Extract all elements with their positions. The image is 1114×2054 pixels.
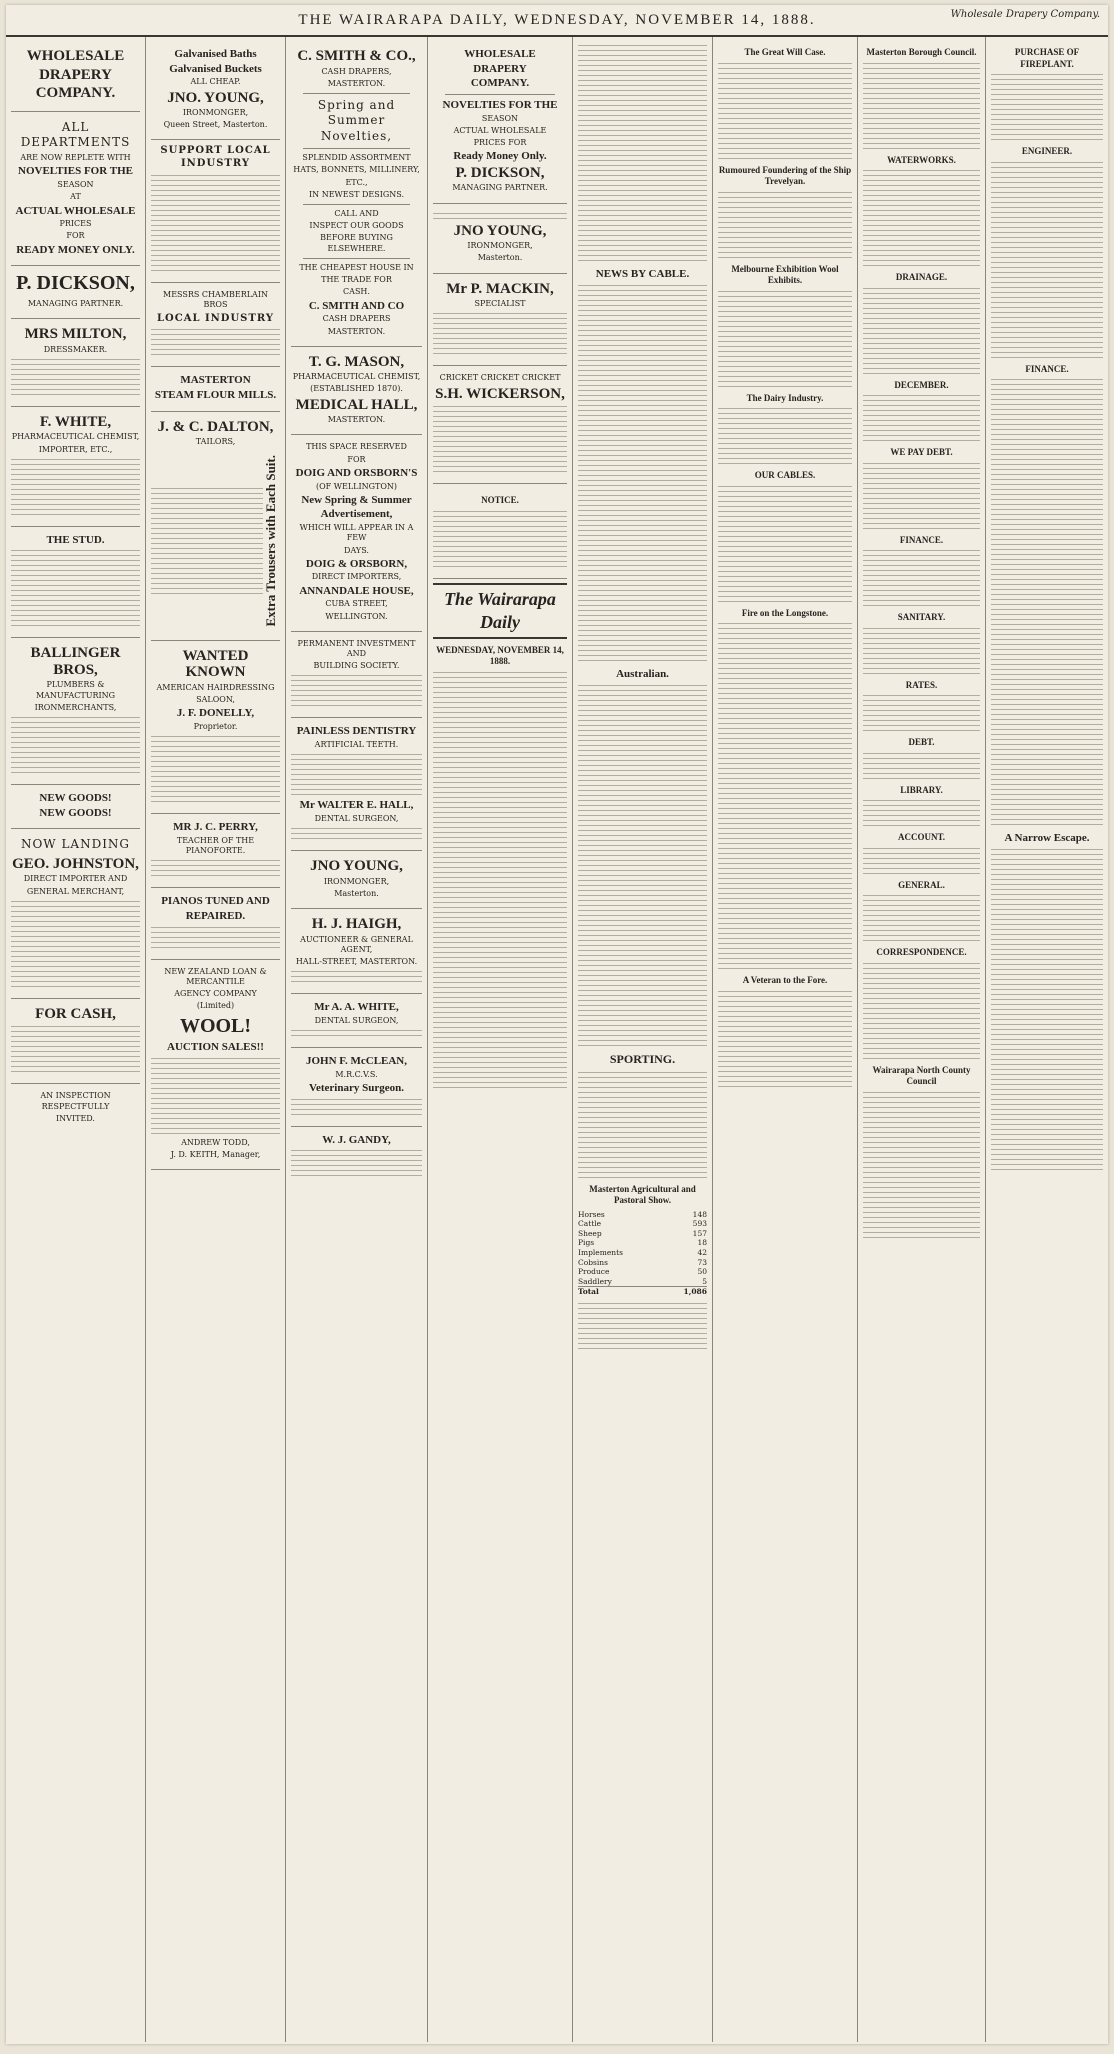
article-text [718,291,852,387]
body-text [291,828,422,839]
ad-wholesale-drapery-2 [433,41,567,204]
body-text [291,1030,422,1036]
ad-line: CALL AND [334,208,379,218]
entry-total-label: Total [578,1287,599,1297]
column-6 [713,37,858,2042]
ad-line: Masterton. [334,888,379,898]
columns [6,37,1108,2042]
ad-line: DOIG & ORSBORN, [305,557,408,570]
ad-line: COMPANY. [470,77,530,90]
ad-mackin [433,274,567,367]
ad-line: MRS MILTON, [24,326,127,343]
ad-line: Mr WALTER E. HALL, [299,799,414,812]
article-text [863,848,980,874]
ad-line: Mr A. A. WHITE, [314,1001,399,1014]
entry-label: Sheep [578,1228,602,1238]
article-heading: A Narrow Escape. [1004,832,1090,845]
article-text [718,63,852,159]
entry-value: 18 [697,1238,707,1248]
ad-line: CASH DRAPERS, [321,66,392,76]
section-heading: DECEMBER. [894,379,949,390]
article-heading: The Dairy Industry. [746,392,824,403]
article-heading: A Veteran to the Fore. [742,975,828,986]
ad-ballinger-bros [11,638,140,785]
ad-line: AT [70,192,81,202]
ad-jno-young-2 [291,851,422,909]
ad-line: COMPANY. [35,85,116,101]
section-heading: WATERWORKS. [887,154,956,165]
section-heading: FINANCE. [899,534,944,545]
ad-wanted-known [151,641,280,814]
ad-line: MASTERTON. [327,78,386,88]
ad-line: IMPORTER, ETC., [38,444,113,454]
ad-line: SPLENDID ASSORTMENT [302,153,411,163]
ad-the-stud [11,527,140,639]
body-text [11,1026,140,1072]
section-heading: WE PAY DEBT. [890,447,953,458]
ad-line: MASTERTON. [327,415,386,425]
australian-heading: Australian. [616,668,669,681]
ad-line: AMERICAN HAIRDRESSING [156,682,275,692]
paper-dateline: WEDNESDAY, NOVEMBER 14, 1888. [436,644,564,667]
ad-line: WHOLESALE [464,48,536,60]
ad-line: J. F. DONELLY, [176,707,255,720]
show-heading: Masterton Agricultural and Pastoral Show. [589,1183,696,1206]
column-8 [986,37,1108,2042]
section-heading: PURCHASE OF FIREPLANT. [1014,47,1080,69]
ad-line: SPECIALIST [474,299,526,309]
ad-line: DOIG AND ORSBORN'S [295,466,418,479]
ad-cricket [433,366,567,484]
ad-line: CASH DRAPERS [322,314,391,324]
ad-p-dickson [11,266,140,319]
ad-all-departments [11,112,140,267]
ad-line: Spring and Summer Novelties, [317,97,396,143]
ad-line: TAILORS, [195,437,236,447]
ad-line: INVITED. [56,1113,95,1123]
body-text [11,459,140,515]
ad-line: CASH. [343,287,370,297]
ad-geo-johnston [11,829,140,998]
body-text [151,736,280,802]
ad-line: T. G. MASON, [308,353,405,370]
section-heading: SANITARY. [897,612,946,623]
ad-line: NOVELTIES FOR THE [442,98,558,111]
ad-line: MASTERTON. [327,326,386,336]
column-4 [428,37,573,2042]
ad-line: WANTED KNOWN [182,647,249,681]
ad-line: INSPECT OUR GOODS [309,221,404,231]
ad-line: SALOON, [196,695,235,705]
entry-value: 157 [692,1228,707,1238]
ad-line: PIANOS TUNED AND [161,895,270,908]
ad-line: New Spring & Summer [301,493,412,506]
ad-line: PRICES [59,219,92,229]
ad-line: Advertisement, [320,508,393,521]
ad-line: F. WHITE, [39,413,112,430]
editorial-text [433,672,567,1088]
section-heading: DEBT. [908,737,935,748]
article-text [578,685,707,1046]
ad-line: NEW ZEALAND LOAN & MERCANTILE [164,966,267,986]
article-text [863,1092,980,1238]
ad-line: BEFORE BUYING ELSEWHERE. [320,233,393,253]
ad-line: ANNANDALE HOUSE, [299,584,414,597]
ad-inspection [11,1084,140,1133]
column-3 [286,37,428,2042]
body-text [151,329,280,355]
body-text [151,1058,280,1134]
entry-value: 593 [692,1219,707,1229]
ad-line: WELLINGTON. [325,611,388,621]
column-5 [573,37,713,2042]
ad-line: C. SMITH AND CO [308,299,405,312]
ad-line: BALLINGER BROS, [30,645,121,678]
ad-line: (OF WELLINGTON) [315,481,398,491]
ad-line: JNO. YOUNG, [167,89,264,106]
ad-line: JNO YOUNG, [453,222,547,239]
ad-line: AGENCY COMPANY [174,989,257,999]
ad-line: DRAPERY [473,62,527,75]
ad-line: TEACHER OF THE PIANOFORTE. [176,835,255,856]
entry-value: 5 [702,1276,707,1286]
ad-line: MEDICAL HALL, [295,396,418,413]
ad-line: IRONMONGER, [467,241,533,251]
ad-line: DIRECT IMPORTER AND [23,874,128,884]
ad-line: SEASON [481,113,519,123]
ad-line: NOVELTIES FOR THE [18,165,133,178]
section-heading: ACCOUNT. [897,832,946,843]
entry-label: Implements [578,1247,623,1257]
article-text [863,170,980,266]
article-heading: Masterton Borough Council. [866,47,977,57]
ad-line: MASTERTON [180,374,251,387]
news-by-cable-heading: NEWS BY CABLE. [595,268,690,280]
ad-line: J. & C. DALTON, [157,418,274,435]
ad-line: THE TRADE FOR [321,275,392,285]
article-text [991,74,1103,140]
entry-row [578,1238,707,1248]
ad-line: SEASON [57,180,94,190]
ad-line: REPAIRED. [185,910,246,922]
ad-notice [433,484,567,579]
ad-support-local [151,140,280,283]
ad-line: DIRECT IMPORTERS, [311,572,402,582]
ad-line: (ESTABLISHED 1870). [310,384,403,394]
ad-line: Mr P. MACKIN, [446,280,554,297]
ad-line: IRONMONGER, [182,108,249,118]
article-text [863,550,980,606]
ad-line: Veterinary Surgeon. [309,1082,404,1095]
body-text [151,484,263,598]
ad-line: ALL DEPARTMENTS [20,119,131,149]
ad-building-society [291,632,422,719]
ad-line: DRESSMAKER. [43,344,108,354]
ad-line: PHARMACEUTICAL CHEMIST, [11,432,140,442]
masthead-title: THE WAIRARAPA DAILY, WEDNESDAY, NOVEMBER 14, 1888. [298,11,816,28]
section-heading: LIBRARY. [900,784,943,795]
entry-row [578,1219,707,1229]
ad-line: JOHN F. McCLEAN, [305,1055,408,1068]
article-text [578,285,707,661]
ad-f-white [11,407,140,527]
notice-heading: NOTICE. [481,495,519,506]
ad-line: W. J. GANDY, [322,1133,391,1146]
article-text [863,895,980,941]
newspaper-page [6,5,1108,2044]
ad-line: PERMANENT INVESTMENT AND [297,638,416,658]
article-text [578,1303,707,1349]
ad-line: DENTAL SURGEON, [314,813,399,823]
ad-jno-young-3 [433,204,567,274]
ad-dalton [151,412,280,641]
ad-line: THIS SPACE RESERVED [306,442,407,452]
ad-line: NOW LANDING [20,837,131,852]
article-heading: Rumoured Foundering of the Ship Trevelyan. [718,164,852,187]
ad-line: MANAGING PARTNER. [27,298,124,308]
ad-line: PHARMACEUTICAL CHEMIST, [292,372,421,382]
dalton-body [151,449,280,633]
body-text [433,511,567,567]
ad-line: SUPPORT LOCAL INDUSTRY [160,145,271,170]
ad-line: HATS, BONNETS, MILLINERY, [293,165,420,175]
ad-line: PAINLESS DENTISTRY [296,725,417,738]
article-heading: Melbourne Exhibition Wool Exhibits. [731,263,839,286]
ad-line: LOCAL INDUSTRY [157,312,274,324]
ad-line: MANAGING PARTNER. [452,183,548,193]
ad-line: WHICH WILL APPEAR IN A FEW [299,523,414,543]
masthead-corner-text: Wholesale Drapery Company. [950,9,1100,20]
ad-perry [151,814,280,888]
ad-line: FOR [66,231,85,241]
article-text [991,379,1103,825]
ad-line: J. D. KEITH, Manager, [170,1150,261,1160]
ad-line: MR J. C. PERRY, [173,821,258,834]
article-text [991,162,1103,358]
entry-row [578,1229,707,1239]
section-heading: ENGINEER. [1021,146,1073,157]
article-text [863,395,980,441]
article-text [863,963,980,1059]
ad-line: THE STUD. [46,533,105,546]
entry-row [578,1248,707,1258]
ad-doig-orsborn [291,435,422,631]
article-text [863,288,980,374]
ad-line: PRICES FOR [473,138,527,148]
section-heading: GENERAL. [898,879,945,890]
body-text [151,860,280,876]
article-text [718,486,852,602]
article-heading: Wairarapa North County Council [872,1064,971,1087]
ad-line: STEAM FLOUR MILLS. [154,388,277,401]
ad-chamberlain [151,283,280,367]
show-entries-list [578,1210,707,1297]
column-1 [6,37,146,2042]
ad-line: THE CHEAPEST HOUSE IN [299,262,414,272]
body-text [291,971,422,982]
ad-line: IRONMONGER, [323,876,390,886]
ad-line: ACTUAL WHOLESALE [15,204,136,217]
entry-value: 42 [697,1247,707,1257]
ad-line: PLUMBERS & MANUFACTURING [35,680,116,700]
body-text [11,901,140,987]
ad-line: ACTUAL WHOLESALE [453,125,547,135]
ad-line: WHOLESALE [26,48,125,64]
ad-line: AUCTION SALES!! [167,1041,264,1054]
entry-label: Pigs [578,1238,595,1248]
column-2 [146,37,286,2042]
article-text [718,991,852,1087]
ad-painless-dentistry [291,718,422,851]
entry-label: Cobsins [578,1257,608,1267]
entry-total-value: 1,086 [683,1287,707,1297]
entry-total-row [578,1286,707,1297]
ad-line: P. DICKSON, [16,272,135,295]
article-heading: The Great Will Case. [744,47,826,57]
ad-c-smith [291,41,422,347]
column-7 [858,37,986,2042]
ad-line: READY MONEY ONLY. [16,243,135,256]
section-heading: RATES. [905,679,938,690]
ad-mrs-milton [11,319,140,407]
article-text [578,1072,707,1178]
ad-line: CRICKET CRICKET CRICKET [439,373,561,383]
paper-banner: The Wairarapa Daily [433,583,567,639]
ad-line: C. SMITH & CO., [297,48,416,64]
ad-line: GEO. JOHNSTON, [12,855,139,872]
ad-pianos [151,888,280,959]
ad-line: DAYS. [344,545,369,555]
body-text [11,717,140,773]
ad-line: P. DICKSON, [455,164,545,181]
entry-row [578,1277,707,1287]
body-text [151,927,280,948]
ad-mcclean [291,1048,422,1127]
ad-line: IRONMERCHANTS, [34,702,117,712]
article-text [718,192,852,258]
article-text [718,408,852,464]
ad-line: MESSRS CHAMBERLAIN BROS [163,290,268,310]
entry-value: 73 [697,1257,707,1267]
ad-for-cash [11,999,140,1085]
ad-steam-mills [151,367,280,411]
entry-label: Cattle [578,1219,602,1229]
extra-trousers-vertical: Extra Trousers with Each Suit. [263,455,279,627]
entry-row [578,1267,707,1277]
ad-a-a-white [291,994,422,1048]
article-text [863,63,980,149]
ad-line: ARE NOW REPLETE WITH [20,153,131,163]
body-text [151,175,280,271]
body-text [291,675,422,706]
article-text [863,463,980,529]
entry-row [578,1210,707,1220]
body-text [291,1099,422,1115]
ad-line: S.H. WICKERSON, [435,385,565,402]
ad-line: CUBA STREET, [325,599,388,609]
ad-line: DRAPERY [39,66,112,83]
body-text [291,754,422,795]
article-text [991,849,1103,1170]
ad-t-g-mason [291,347,422,436]
article-text [718,623,852,969]
entry-value: 50 [697,1267,707,1277]
article-text [863,628,980,674]
ad-line: FOR [347,454,366,464]
ad-wholesale-drapery [11,41,140,112]
ad-nz-loan [151,960,280,1171]
ad-line: Queen Street, Masterton. [163,120,268,130]
ad-line: JNO YOUNG, [310,858,403,875]
body-text [433,213,567,219]
ad-line: M.R.C.V.S. [335,1069,378,1079]
ad-line: FOR CASH, [35,1005,116,1022]
ad-line: AN INSPECTION RESPECTFULLY [40,1091,111,1111]
ad-new-goods [11,785,140,829]
entry-label: Produce [578,1267,610,1277]
ad-line: WOOL! [179,1014,252,1037]
ad-line: ETC., [345,177,368,187]
body-text [11,359,140,395]
ad-line: BUILDING SOCIETY. [313,661,400,671]
ad-line: ALL CHEAP. [190,77,241,87]
ad-line: (Limited) [196,1001,235,1011]
article-heading: Fire on the Longstone. [741,607,829,618]
ad-line: AUCTIONEER & GENERAL AGENT, [300,934,413,954]
masthead [6,5,1108,37]
ad-line: NEW GOODS! [39,792,112,805]
ad-line: Ready Money Only. [453,150,547,163]
ad-line: DENTAL SURGEON, [314,1016,399,1026]
article-text [578,45,707,261]
section-heading: DRAINAGE. [895,272,948,283]
article-heading: OUR CABLES. [754,470,816,481]
article-text [863,753,980,779]
ad-gandy [291,1127,422,1188]
ad-line: ARTIFICIAL TEETH. [314,740,399,750]
ad-line: HALL-STREET, MASTERTON. [295,957,418,967]
ad-line: NEW GOODS! [39,806,112,819]
entry-value: 148 [692,1209,707,1219]
ad-haigh [291,909,422,994]
body-text [433,406,567,472]
ad-line: Galvanised Buckets [169,62,262,75]
section-heading: FINANCE. [1025,363,1069,374]
ad-line: GENERAL MERCHANT, [26,886,125,896]
ad-line: H. J. HAIGH, [311,916,402,933]
body-text [433,313,567,354]
body-text [291,1150,422,1176]
sporting-heading: SPORTING. [609,1052,676,1067]
ad-line: Masterton. [477,253,523,263]
body-text [11,550,140,626]
entry-label: Horses [578,1209,605,1219]
ad-line: ANDREW TODD, [181,1137,250,1147]
article-text [863,800,980,826]
article-text [863,695,980,731]
entry-row [578,1258,707,1268]
section-heading: CORRESPONDENCE. [876,947,967,958]
ad-line: Galvanised Baths [174,48,257,60]
ad-galvanised [151,41,280,140]
ad-line: IN NEWEST DESIGNS. [309,189,404,199]
ad-line: Proprietor. [193,722,238,732]
entry-label: Saddlery [578,1276,612,1286]
